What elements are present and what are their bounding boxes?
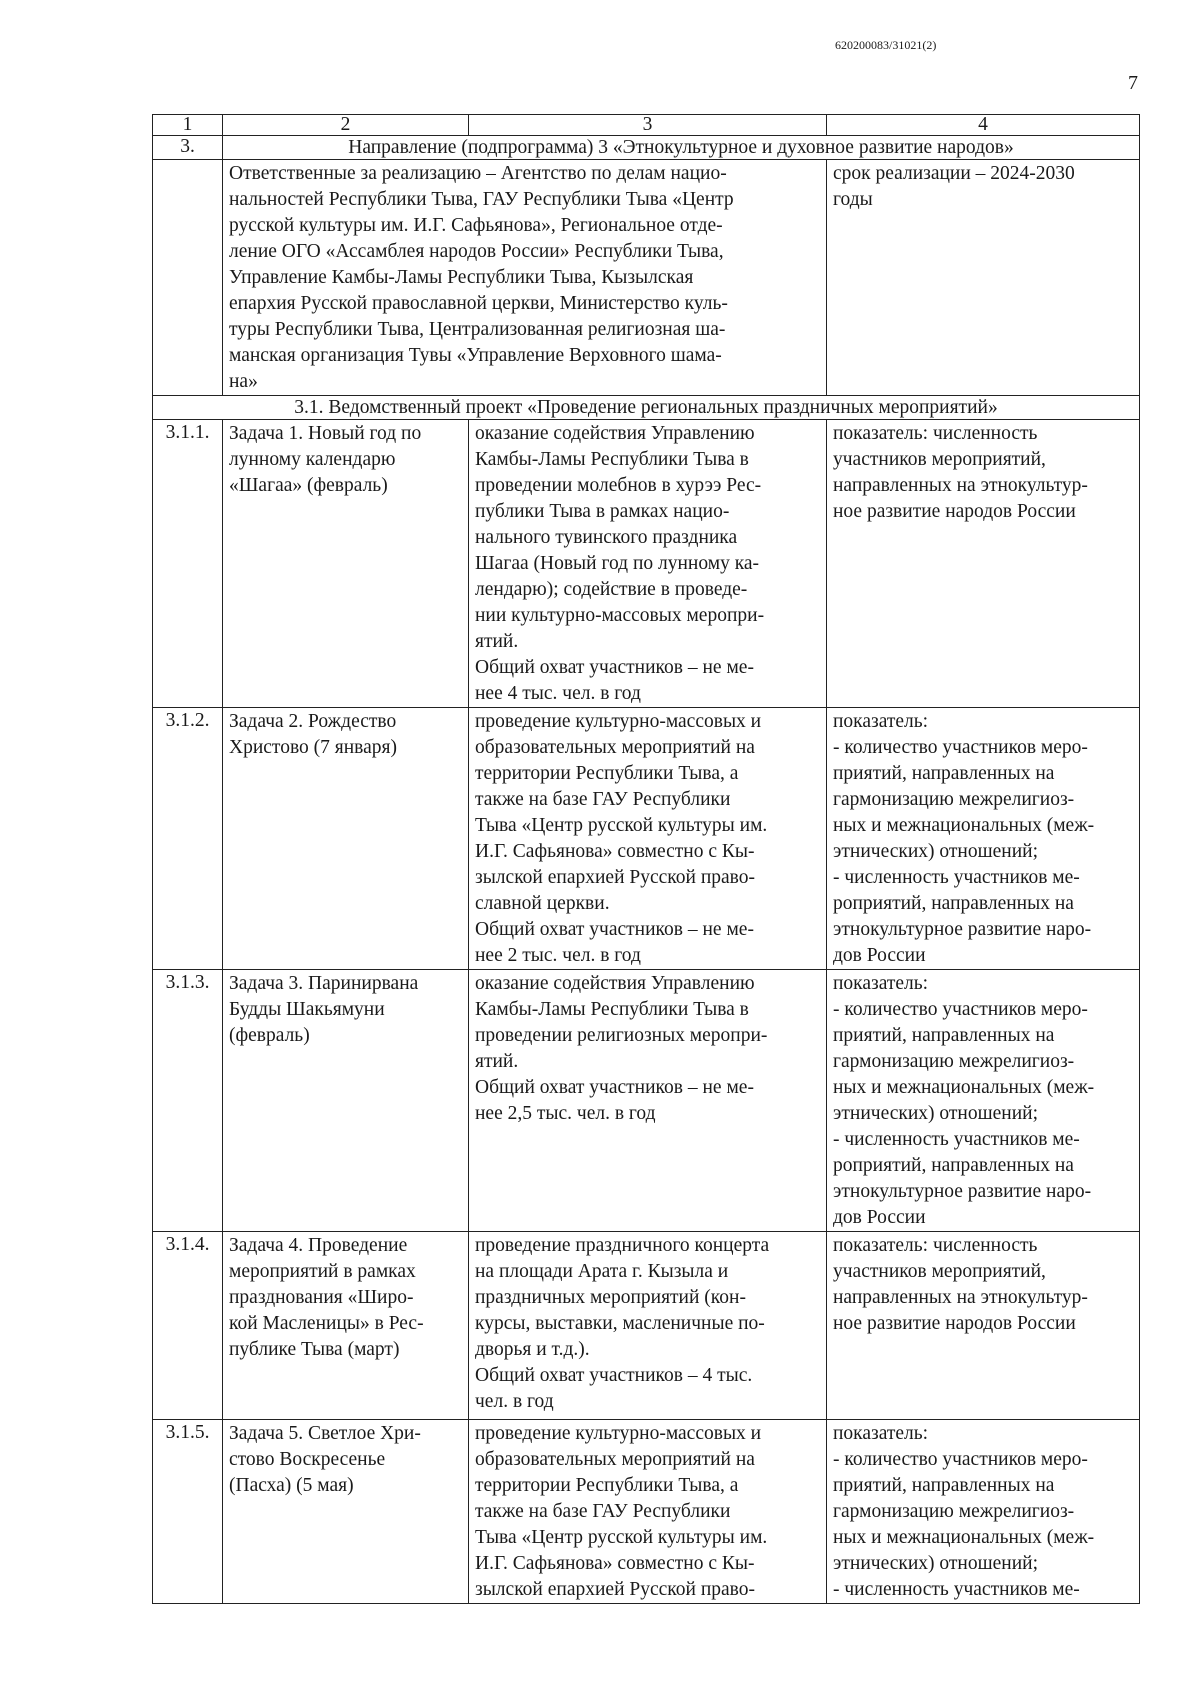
table-row <box>153 970 1140 1232</box>
page-number: 7 <box>1128 72 1138 94</box>
section-number: 3. <box>153 136 223 160</box>
row-number: 3.1.5. <box>153 1420 223 1604</box>
program-table <box>152 114 1140 1604</box>
term-text: срок реализации – 2024-2030 годы <box>827 160 1140 396</box>
table-row <box>153 1232 1140 1420</box>
section-row <box>153 136 1140 160</box>
responsible-row <box>153 160 1140 396</box>
description-cell: оказание содействия Управлению Камбы-Ламы Республики Тыва в проведении религиозных меропри- ятий. Общий охват участников – не ме- нее 2,5 тыс. чел. в год <box>469 970 827 1232</box>
row-number: 3.1.3. <box>153 970 223 1232</box>
task-cell: Задача 3. Паринирвана Будды Шакьямуни (февраль) <box>223 970 469 1232</box>
task-cell: Задача 2. Рождество Христово (7 января) <box>223 708 469 970</box>
header-cell-4: 4 <box>827 115 1140 136</box>
header-cell-3: 3 <box>469 115 827 136</box>
table-row <box>153 420 1140 708</box>
description-cell: оказание содействия Управлению Камбы-Ламы Республики Тыва в проведении молебнов в хурээ Рес- публики Тыва в рамках нацио- нального тувинского праздника Шагаа (Новый год по лунному ка- лендарю); содействие в проведе- нии культурно-массовых меропри- ятий. Общий охват участников – не ме- нее 4 тыс. чел. в год <box>469 420 827 708</box>
description-cell: проведение праздничного концерта на площади Арата г. Кызыла и праздничных мероприятий (кон- курсы, выставки, масленичные по- дворья и т.д.). Общий охват участников – 4 тыс. чел. в год <box>469 1232 827 1420</box>
project-title: 3.1. Ведомственный проект «Проведение региональных праздничных мероприятий» <box>153 396 1140 420</box>
indicator-cell: показатель: - количество участников меро- приятий, направленных на гармонизацию межрелигиоз- ных и межнациональных (меж- этнических) отношений; - численность участников ме- роприятий, направленных на этнокультурное развитие наро- дов России <box>827 708 1140 970</box>
indicator-cell: показатель: - количество участников меро- приятий, направленных на гармонизацию межрелигиоз- ных и межнациональных (меж- этнических) отношений; - численность участников ме- роприятий, направленных на этнокультурное развитие наро- дов России <box>827 970 1140 1232</box>
table-header-row <box>153 115 1140 136</box>
description-cell: проведение культурно-массовых и образовательных мероприятий на территории Республики Тыва, а также на базе ГАУ Республики Тыва «Центр русской культуры им. И.Г. Сафьянова» совместно с Кы- зылской епархией Русской право- славной церкви. Общий охват участников – не ме- нее 2 тыс. чел. в год <box>469 708 827 970</box>
header-cell-1: 1 <box>153 115 223 136</box>
task-cell: Задача 4. Проведение мероприятий в рамках празднования «Широ- кой Масленицы» в Рес- публике Тыва (март) <box>223 1232 469 1420</box>
indicator-cell: показатель: - количество участников меро- приятий, направленных на гармонизацию межрелигиоз- ных и межнациональных (меж- этнических) отношений; - численность участников ме- <box>827 1420 1140 1604</box>
section-title: Направление (подпрограмма) 3 «Этнокультурное и духовное развитие народов» <box>223 136 1140 160</box>
description-cell: проведение культурно-массовых и образовательных мероприятий на территории Республики Тыва, а также на базе ГАУ Республики Тыва «Центр русской культуры им. И.Г. Сафьянова» совместно с Кы- зылской епархией Русской право- <box>469 1420 827 1604</box>
responsible-text: Ответственные за реализацию – Агентство по делам нацио- нальностей Республики Тыва, ГАУ Республики Тыва «Центр русской культуры им. И.Г. Сафьянова», Региональное отде- ление ОГО «Ассамблея народов России» Республики Тыва, Управление Камбы-Ламы Республики Тыва, Кызылская епархия Русской православной церкви, Министерство куль- туры Республики Тыва, Централизованная религиозная ша- манская организация Тувы «Управление Верховного шама- на» <box>223 160 827 396</box>
row-number: 3.1.1. <box>153 420 223 708</box>
row-number: 3.1.4. <box>153 1232 223 1420</box>
indicator-cell: показатель: численность участников мероприятий, направленных на этнокультур- ное развитие народов России <box>827 1232 1140 1420</box>
indicator-cell: показатель: численность участников мероприятий, направленных на этнокультур- ное развитие народов России <box>827 420 1140 708</box>
project-row <box>153 396 1140 420</box>
row-number: 3.1.2. <box>153 708 223 970</box>
empty-cell <box>153 160 223 396</box>
table-row <box>153 708 1140 970</box>
table-row <box>153 1420 1140 1604</box>
document-code: 620200083/31021(2) <box>835 38 937 52</box>
task-cell: Задача 5. Светлое Хри- стово Воскресенье (Пасха) (5 мая) <box>223 1420 469 1604</box>
task-cell: Задача 1. Новый год по лунному календарю «Шагаа» (февраль) <box>223 420 469 708</box>
header-cell-2: 2 <box>223 115 469 136</box>
